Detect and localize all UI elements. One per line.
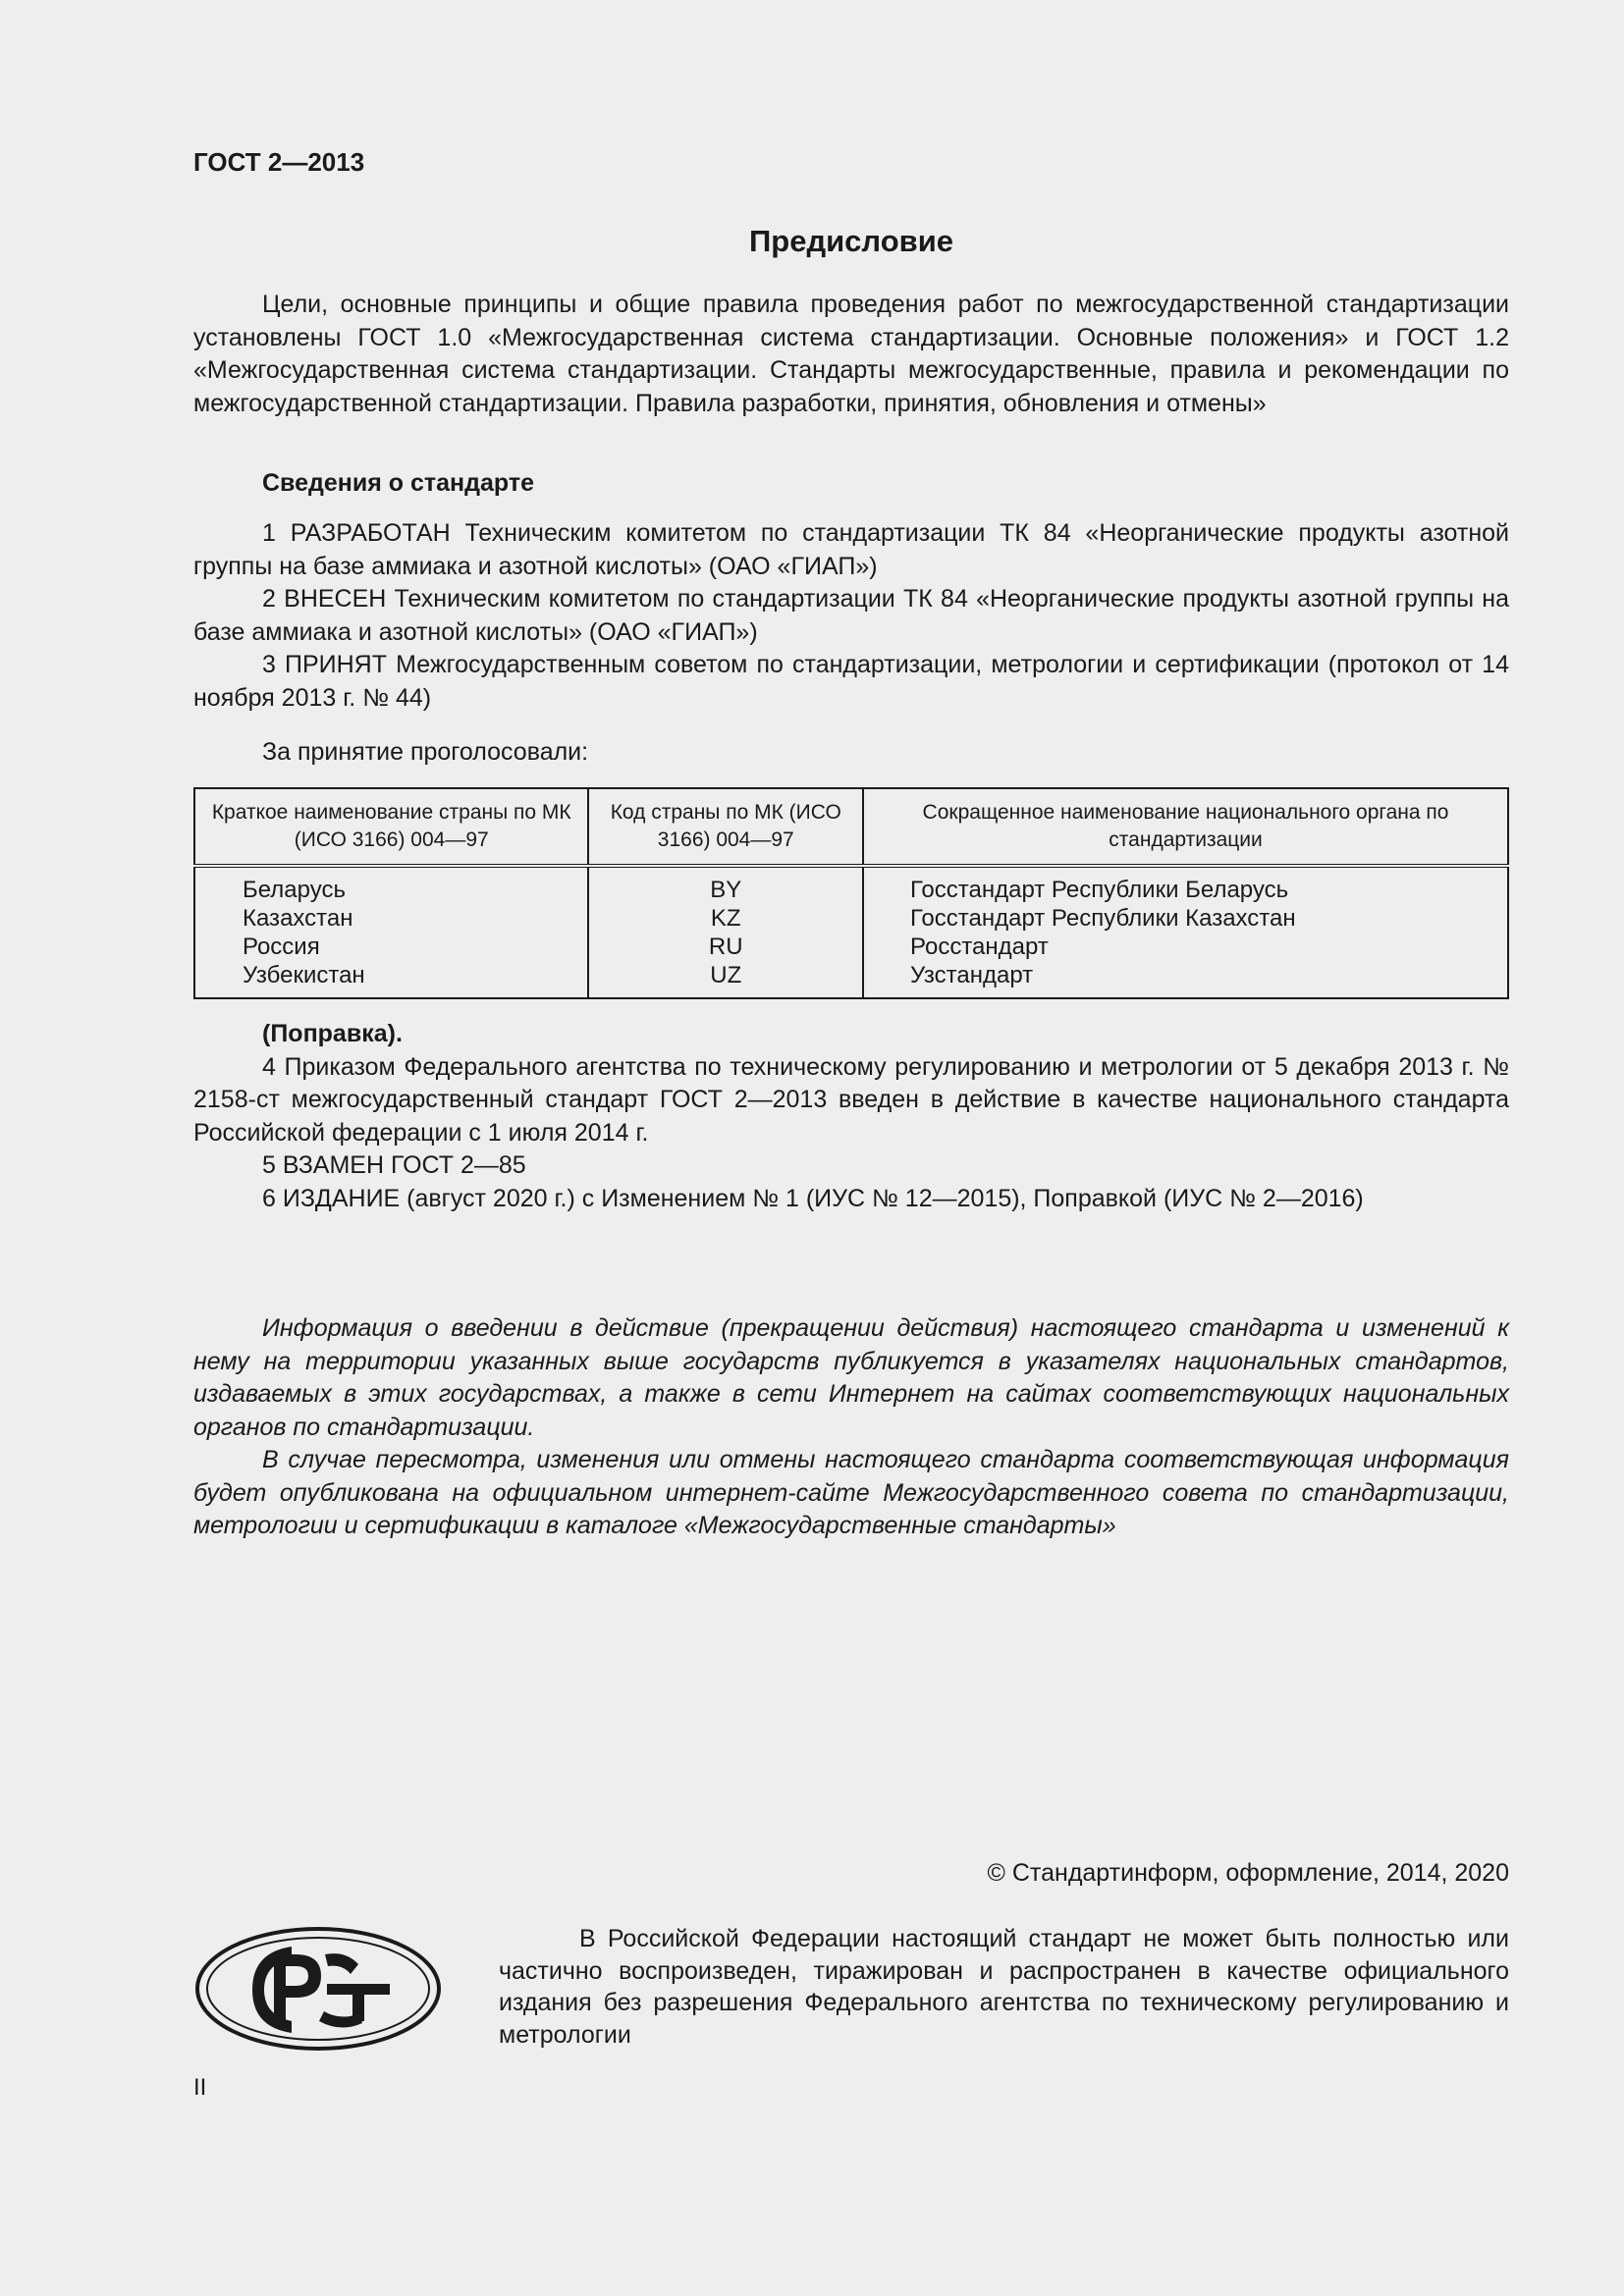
intro-paragraph: Цели, основные принципы и общие правила проведения работ по межгосударственной стандартизации установлены ГОСТ 1.0 «Межгосударственная система стандартизации. Основные положения» и ГОСТ 1.2 «Межгосударственная система стандартизации. Стандарты межгосударственные, правила и рекомендации по межгосударственной стандартизации. Правила разработки, принятия, обновления и отмены» <box>193 291 1509 417</box>
items-after-block <box>193 1018 1509 1215</box>
item-6: 6 ИЗДАНИЕ (август 2020 г.) с Изменением № 1 (ИУС № 12—2015), Поправкой (ИУС № 2—2016) <box>262 1184 1364 1212</box>
vote-label-block <box>193 736 1509 770</box>
reproduction-notice: В Российской Федерации настоящий стандарт не может быть полностью или частично воспроизведен, тиражирован и распространен в качестве официального издания без разрешения Федерального агентства по техническому регулированию и метрологии <box>499 1925 1509 2049</box>
cell-body: Госстандарт Республики Беларусь <box>863 866 1508 904</box>
header-national-body: Сокращенное наименование национального органа по стандартизации <box>863 788 1508 866</box>
info-heading: Сведения о стандарте <box>262 469 535 497</box>
vote-table-block <box>193 787 1509 999</box>
table-header-row <box>194 788 1508 866</box>
header-country-name: Краткое наименование страны по МК (ИСО 3166) 004—97 <box>194 788 588 866</box>
cell-country: Беларусь <box>194 866 588 904</box>
amendment-label: (Поправка). <box>262 1020 403 1047</box>
cell-body: Росстандарт <box>863 933 1508 961</box>
table-row <box>194 866 1508 904</box>
italic-note-1: Информация о введении в действие (прекращении действия) настоящего стандарта и изменений к нему на территории указанных выше государств публикуется в указателях национальных стандартов, издаваемых в этих государствах, а также в сети Интернет на сайтах соответствующих национальных органов по стандартизации. <box>193 1314 1509 1441</box>
item-5: 5 ВЗАМЕН ГОСТ 2—85 <box>262 1151 526 1179</box>
cell-country: Узбекистан <box>194 961 588 998</box>
cell-body: Узстандарт <box>863 961 1508 998</box>
rst-logo-icon <box>193 1925 443 2053</box>
item-1: 1 РАЗРАБОТАН Техническим комитетом по стандартизации ТК 84 «Неорганические продукты азотной группы на базе аммиака и азотной кислоты» (ОАО «ГИАП») <box>193 519 1509 580</box>
cell-code: KZ <box>588 904 863 933</box>
page-title: Предисловие <box>748 224 953 258</box>
table-row <box>194 933 1508 961</box>
cell-body: Госстандарт Республики Казахстан <box>863 904 1508 933</box>
cell-code: UZ <box>588 961 863 998</box>
page-number: II <box>193 2074 207 2101</box>
cell-country: Казахстан <box>194 904 588 933</box>
table-row <box>194 904 1508 933</box>
standard-info-block <box>193 467 1509 501</box>
cell-code: RU <box>588 933 863 961</box>
italic-notes-block <box>193 1312 1509 1543</box>
document-code: ГОСТ 2—2013 <box>193 147 365 177</box>
items-block <box>193 517 1509 715</box>
header-country-code: Код страны по МК (ИСО 3166) 004—97 <box>588 788 863 866</box>
item-4: 4 Приказом Федерального агентства по техническому регулированию и метрологии от 5 декабря 2013 г. № 2158-ст межгосударственный стандарт ГОСТ 2—2013 введен в действие в качестве национального стандарта Российской федерации с 1 июля 2014 г. <box>193 1052 1509 1147</box>
vote-label: За принятие проголосовали: <box>262 738 589 766</box>
table-row <box>194 961 1508 998</box>
item-2: 2 ВНЕСЕН Техническим комитетом по стандартизации ТК 84 «Неорганические продукты азотной группы на базе аммиака и азотной кислоты» (ОАО «ГИАП») <box>193 585 1509 646</box>
vote-table <box>193 787 1509 999</box>
preface-intro-block <box>193 289 1509 420</box>
cell-country: Россия <box>194 933 588 961</box>
item-3: 3 ПРИНЯТ Межгосударственным советом по стандартизации, метрологии и сертификации (протокол от 14 ноября 2013 г. № 44) <box>193 651 1509 712</box>
copyright-line: © Стандартинформ, оформление, 2014, 2020 <box>987 1859 1509 1887</box>
italic-note-2: В случае пересмотра, изменения или отмены настоящего стандарта соответствующая информация будет опубликована на официальном интернет-сайте Межгосударственного совета по стандартизации, метрологии и сертификации в каталоге «Межгосударственные стандарты» <box>193 1446 1509 1539</box>
cell-code: BY <box>588 866 863 904</box>
